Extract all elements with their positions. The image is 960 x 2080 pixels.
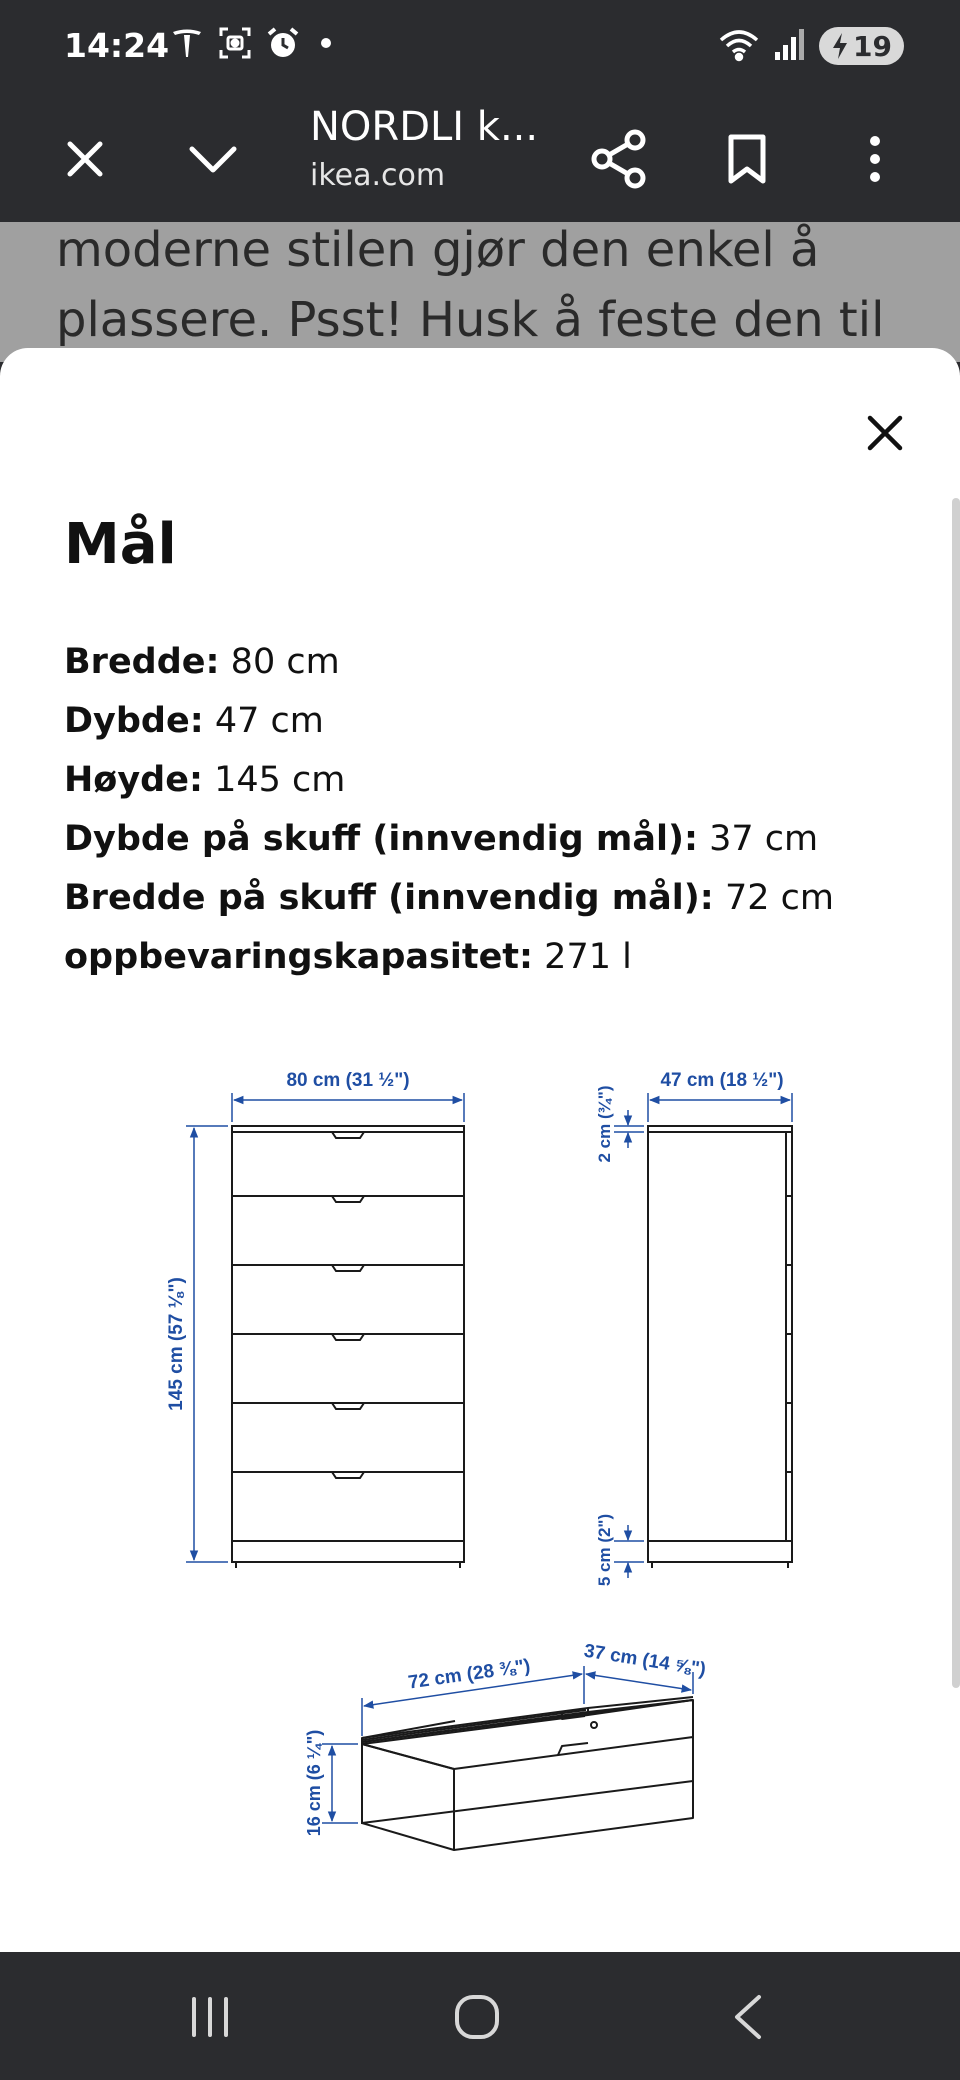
bookmark-icon xyxy=(727,133,767,185)
status-time: 14:24 xyxy=(64,26,170,65)
more-options-button[interactable] xyxy=(840,124,910,194)
dimensions-list xyxy=(64,633,834,987)
dimension-value: 80 cm xyxy=(230,642,340,682)
dimension-row xyxy=(64,692,834,751)
dimension-value: 145 cm xyxy=(214,760,346,800)
close-icon xyxy=(65,139,105,179)
drawer-width-label: 72 cm (28 ⅜") xyxy=(406,1655,532,1694)
drawer-depth-label: 37 cm (14 ⅝") xyxy=(582,1640,708,1681)
background-page xyxy=(0,222,960,362)
home-icon xyxy=(453,1993,501,2041)
dimension-value: 271 l xyxy=(544,937,632,977)
back-icon xyxy=(729,1993,765,2041)
dimension-label: Bredde: xyxy=(64,642,220,682)
close-icon xyxy=(867,415,903,451)
dimensions-sheet xyxy=(0,348,960,1952)
drawer-height-dimension xyxy=(304,1730,358,1837)
home-button[interactable] xyxy=(432,1982,522,2052)
alarm-icon xyxy=(266,26,300,60)
status-bar xyxy=(0,0,960,96)
dimension-row xyxy=(64,928,834,987)
minimize-button[interactable] xyxy=(178,124,248,194)
dimension-value: 37 cm xyxy=(709,819,819,859)
status-left-icons xyxy=(170,26,338,60)
status-right-icons xyxy=(717,26,904,66)
sheet-close-button[interactable] xyxy=(850,398,920,468)
screenshot-icon xyxy=(218,26,252,60)
bookmark-button[interactable] xyxy=(712,124,782,194)
base-height-dimension xyxy=(595,1514,644,1586)
top-thickness-label: 2 cm (¾") xyxy=(595,1085,614,1163)
dimension-label: Høyde: xyxy=(64,760,203,800)
dimension-label: Dybde på skuff (innvendig mål): xyxy=(64,819,698,859)
front-width-dimension xyxy=(232,1070,464,1122)
page-title[interactable]: NORDLI k... xyxy=(310,104,539,150)
background-text-line-1: moderne stilen gjør den enkel å xyxy=(56,222,820,278)
front-height-dimension xyxy=(166,1126,228,1562)
background-text-line-2: plassere. Psst! Husk å feste den til xyxy=(56,292,885,348)
dimension-label: oppbevaringskapasitet: xyxy=(64,937,534,977)
dimension-row xyxy=(64,751,834,810)
side-depth-label: 47 cm (18 ½") xyxy=(660,1070,784,1091)
chevron-down-icon xyxy=(188,143,238,175)
dimension-row xyxy=(64,810,834,869)
dimension-value: 47 cm xyxy=(214,701,324,741)
page-url[interactable]: ikea.com xyxy=(310,158,446,193)
back-button[interactable] xyxy=(702,1982,792,2052)
navigation-bar xyxy=(0,1952,960,2080)
drawer-height-label: 16 cm (6 ¼") xyxy=(304,1729,324,1837)
recent-apps-icon xyxy=(188,1995,232,2039)
close-tab-button[interactable] xyxy=(50,124,120,194)
browser-toolbar xyxy=(0,96,960,222)
more-vertical-icon xyxy=(867,134,883,184)
dimension-value: 72 cm xyxy=(724,878,834,918)
front-height-label: 145 cm (57 ⅛") xyxy=(166,1277,187,1411)
base-height-label: 5 cm (2") xyxy=(595,1513,614,1587)
tesla-icon xyxy=(170,26,204,60)
dot-icon xyxy=(314,26,338,60)
drawer-depth-dimension xyxy=(582,1641,707,1694)
dimension-label: Bredde på skuff (innvendig mål): xyxy=(64,878,714,918)
recent-apps-button[interactable] xyxy=(165,1982,255,2052)
side-depth-dimension xyxy=(648,1070,792,1122)
front-view xyxy=(232,1126,464,1568)
dimension-row xyxy=(64,633,834,692)
battery-level: 19 xyxy=(853,29,892,63)
battery-indicator xyxy=(819,27,904,65)
top-thickness-dimension xyxy=(595,1085,644,1162)
dimension-diagram xyxy=(0,1038,960,1938)
side-view xyxy=(648,1126,792,1568)
front-width-label: 80 cm (31 ½") xyxy=(286,1070,410,1091)
share-button[interactable] xyxy=(584,124,654,194)
dimension-row xyxy=(64,869,834,928)
signal-icon xyxy=(773,26,807,66)
dimension-label: Dybde: xyxy=(64,701,204,741)
battery-charging-icon xyxy=(831,32,849,60)
wifi-icon xyxy=(717,26,761,66)
share-icon xyxy=(591,129,647,189)
sheet-title: Mål xyxy=(64,512,177,577)
